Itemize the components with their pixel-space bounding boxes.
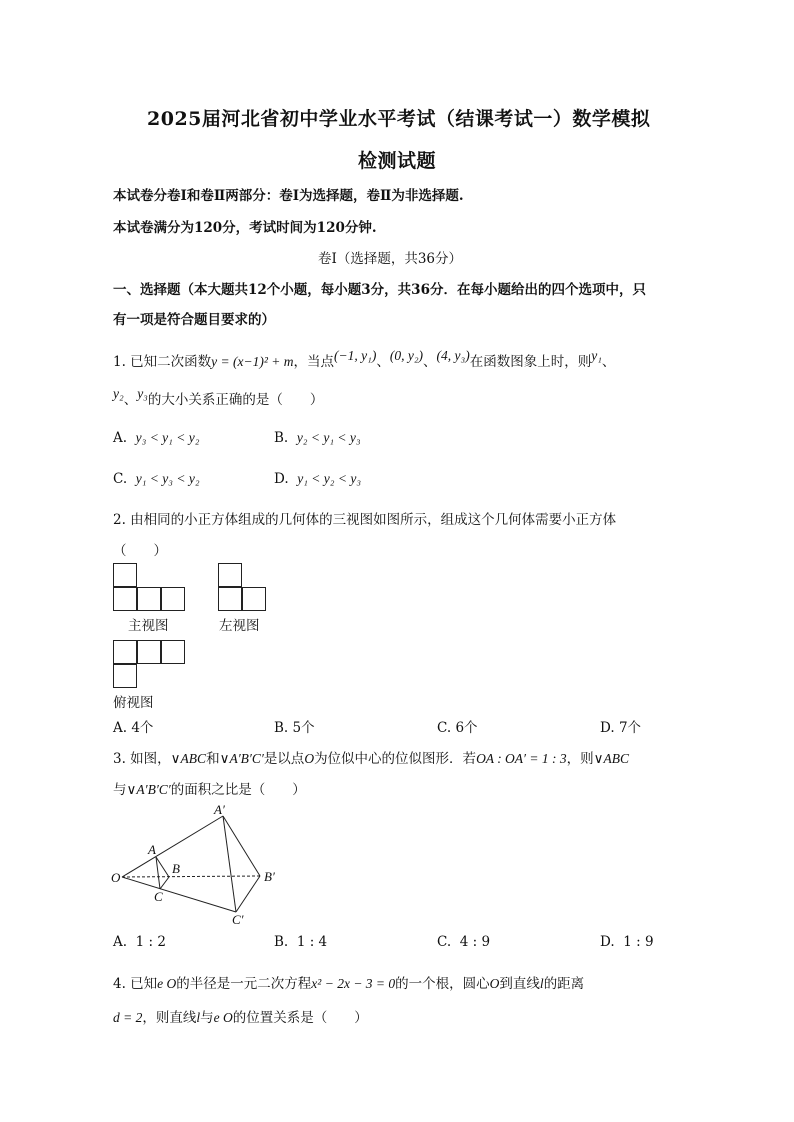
option-label: B. [274, 430, 289, 446]
q3-option-d[interactable] [600, 934, 654, 950]
option-label: C. [113, 471, 128, 487]
q4-stem-line2 [113, 1006, 368, 1026]
option-label: A. [113, 430, 128, 446]
q3-text-e: ，则 [566, 751, 594, 767]
q4-circle-o: e O [157, 976, 177, 991]
top-view-cell [161, 640, 185, 664]
left-view-caption: 左视图 [219, 618, 260, 634]
option-value: y₃ < y₁ < y₂ [135, 430, 200, 445]
option-value: 7个 [618, 720, 642, 736]
q2-option-a[interactable] [113, 716, 153, 736]
q3-ratio: OA : OA′ = 1 : 3 [476, 751, 567, 766]
option-label: D. [600, 720, 615, 736]
label-o: O [111, 870, 121, 885]
option-value: 1 : 2 [135, 934, 166, 950]
q1-y3: y₃ [137, 386, 148, 401]
q3-triangle-a2b2c2: ∨A′B′C′ [219, 751, 264, 766]
q4-text-f: ，则直线 [142, 1010, 197, 1026]
option-label: D. [600, 934, 615, 950]
top-view-caption: 俯视图 [113, 695, 154, 711]
side-a2-c2 [223, 816, 236, 912]
q3-stem-line1 [113, 747, 629, 767]
q4-text-c: 的一个根，圆心 [395, 976, 490, 992]
q4-line-l: l [539, 976, 544, 991]
q3-stem-line2 [113, 778, 306, 798]
side-b2-c2 [236, 876, 260, 912]
option-value: 1 : 9 [623, 934, 654, 950]
front-view-cell [113, 563, 137, 587]
option-value: y₁ < y₃ < y₂ [135, 471, 200, 486]
q1-text-c: 在函数图象上时，则 [469, 354, 592, 370]
option-label: B. [274, 720, 289, 736]
q1-option-d[interactable] [274, 471, 361, 487]
q2-stem-line2: （ ） [113, 543, 167, 559]
q4-equation: x² − 2x − 3 = 0 [311, 976, 396, 991]
q1-text-d: 、 [601, 354, 616, 370]
q1-text-a: 1. 已知二次函数 [113, 354, 212, 370]
q4-text-a: 4. 已知 [113, 976, 158, 992]
q1-function: y = (x−1)² + m [211, 354, 294, 369]
label-a: A [148, 842, 156, 857]
q3-option-b[interactable] [274, 934, 327, 950]
label-b-prime: B′ [264, 869, 275, 884]
q1-y1: y₁ [591, 348, 602, 363]
front-view-cell [161, 587, 185, 611]
option-value: y₂ < y₁ < y₃ [296, 430, 361, 445]
q3-point-o: O [304, 751, 315, 766]
q1-option-b[interactable] [274, 430, 361, 446]
label-a-prime: A′ [214, 802, 225, 817]
section-header: 卷Ⅰ（选择题，共36分） [318, 251, 463, 267]
option-label: A. [113, 934, 128, 950]
part1-instructions-line1: 一、选择题（本大题共12个小题，每小题3分，共36分．在每小题给出的四个选项中，只 [113, 282, 646, 298]
q4-circle-o-2: e O [213, 1010, 233, 1025]
q2-stem-line1: 2. 由相同的小正方体组成的几何体的三视图如图所示，组成这个几何体需要小正方体 [113, 512, 617, 528]
q3-text-b: 和 [206, 751, 220, 767]
option-label: C. [437, 720, 452, 736]
q4-point-o: O [489, 976, 500, 991]
front-view-caption: 主视图 [128, 618, 169, 634]
front-view-cell [113, 587, 137, 611]
q3-similar-triangles-figure [108, 800, 288, 926]
label-c: C [154, 889, 163, 904]
option-label: A. [113, 720, 128, 736]
q4-text-g: 与 [200, 1010, 214, 1026]
q4-line-l-2: l [196, 1010, 201, 1025]
q1-y2: y₂ [113, 386, 124, 401]
q4-text-h: 的位置关系是（ ） [232, 1010, 368, 1026]
q1-text-b: ，当点 [293, 354, 335, 370]
q1-sep-3: 、 [123, 392, 138, 408]
q4-stem-line1 [113, 972, 584, 992]
option-label: C. [437, 934, 452, 950]
q3-option-c[interactable] [437, 934, 490, 950]
option-value: 1 : 4 [296, 934, 328, 950]
option-value: 5个 [292, 720, 315, 736]
q1-point-1: (−1, y₁) [334, 348, 377, 363]
line-o-c2 [122, 877, 236, 912]
q4-text-e: 的距离 [543, 976, 585, 992]
side-b-c [160, 877, 169, 889]
q1-stem-line2 [113, 388, 323, 408]
q3-triangle-abc-2: ∨ABC [593, 751, 630, 766]
q1-option-c[interactable] [113, 471, 200, 487]
q2-option-c[interactable] [437, 716, 478, 736]
left-view-cell [218, 563, 242, 587]
q1-sep-2: 、 [423, 354, 437, 370]
q3-text-a: 3. 如图， [113, 751, 171, 767]
q1-text-e: 的大小关系正确的是（ ） [147, 392, 324, 408]
q4-distance: d = 2 [113, 1010, 143, 1025]
q3-text-g: 的面积之比是（ ） [170, 782, 306, 798]
part1-instructions-line2: 有一项是符合题目要求的） [113, 312, 275, 328]
q1-stem-line1 [113, 350, 615, 370]
left-view-cell [218, 587, 242, 611]
q3-option-a[interactable] [113, 934, 166, 950]
left-view-cell [242, 587, 266, 611]
q2-option-d[interactable] [600, 716, 641, 736]
option-value: y₁ < y₂ < y₃ [297, 471, 362, 486]
q4-text-d: 到直线 [499, 976, 540, 992]
top-view-cell [113, 640, 137, 664]
label-c-prime: C′ [232, 912, 244, 926]
top-view-cell [113, 664, 137, 688]
q1-sep-1: 、 [376, 354, 390, 370]
option-value: 6个 [455, 720, 478, 736]
label-b: B [172, 861, 180, 876]
q1-point-3: (4, y₃) [436, 348, 470, 363]
line-o-b2 [122, 876, 260, 877]
front-view-cell [137, 587, 161, 611]
q3-triangle-abc: ∨ABC [170, 751, 207, 766]
intro-line-1: 本试卷分卷Ⅰ和卷Ⅱ两部分：卷Ⅰ为选择题，卷Ⅱ为非选择题. [113, 188, 464, 204]
option-label: B. [274, 934, 289, 950]
q2-option-b[interactable] [274, 716, 315, 736]
option-value: 4 : 9 [459, 934, 491, 950]
option-value: 4个 [131, 720, 154, 736]
intro-line-2: 本试卷满分为120分，考试时间为120分钟. [113, 220, 377, 236]
q1-option-a[interactable] [113, 430, 199, 446]
side-a2-b2 [223, 816, 260, 876]
exam-title-line2: 检测试题 [358, 150, 437, 172]
q3-text-d: 为位似中心的位似图形．若 [314, 751, 477, 767]
q4-text-b: 的半径是一元二次方程 [176, 976, 312, 992]
q1-point-2: (0, y₂) [389, 348, 424, 363]
q3-text-c: 是以点 [263, 751, 305, 767]
exam-title-line1: 2025届河北省初中学业水平考试（结课考试一）数学模拟 [147, 108, 651, 130]
q3-triangle-a2b2c2-2: ∨A′B′C′ [126, 782, 171, 797]
option-label: D. [274, 471, 289, 487]
top-view-cell [137, 640, 161, 664]
q3-text-f: 与 [113, 782, 127, 798]
